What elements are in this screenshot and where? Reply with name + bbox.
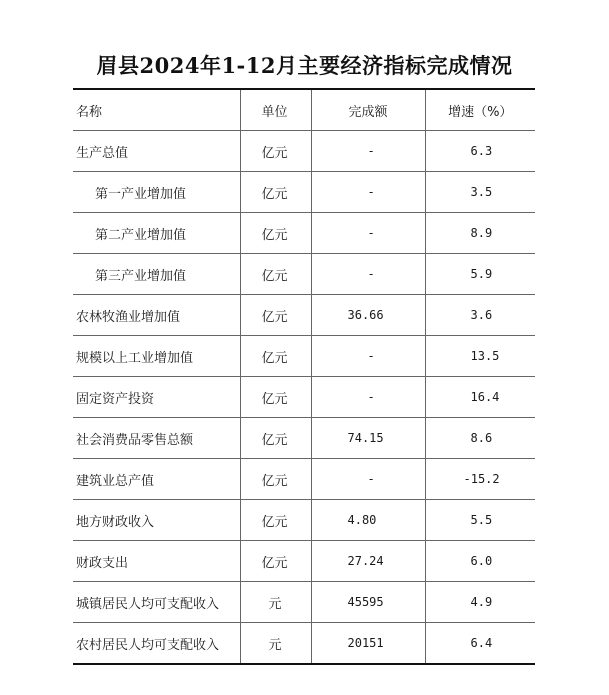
row-growth: 3.6 (425, 295, 535, 336)
row-name: 农村居民人均可支配收入 (73, 623, 240, 665)
table-row (73, 172, 535, 213)
row-amount: - (311, 459, 425, 500)
table-row (73, 582, 535, 623)
row-amount: 74.15 (311, 418, 425, 459)
row-growth: -15.2 (425, 459, 535, 500)
row-unit: 亿元 (240, 172, 311, 213)
table-row (73, 500, 535, 541)
row-name: 生产总值 (73, 131, 240, 172)
row-unit: 亿元 (240, 500, 311, 541)
header-name: 名称 (73, 89, 240, 131)
row-name: 规模以上工业增加值 (73, 336, 240, 377)
row-unit: 亿元 (240, 295, 311, 336)
row-amount: 4.80 (311, 500, 425, 541)
row-growth: 6.0 (425, 541, 535, 582)
table-row (73, 418, 535, 459)
row-unit: 亿元 (240, 336, 311, 377)
row-unit: 亿元 (240, 418, 311, 459)
row-name: 第三产业增加值 (73, 254, 240, 295)
row-growth: 6.3 (425, 131, 535, 172)
row-unit: 亿元 (240, 131, 311, 172)
row-name: 地方财政收入 (73, 500, 240, 541)
table-row (73, 623, 535, 665)
table-row (73, 213, 535, 254)
row-amount: 36.66 (311, 295, 425, 336)
table-row (73, 541, 535, 582)
indicator-table (73, 88, 535, 665)
row-growth: 4.9 (425, 582, 535, 623)
row-growth: 13.5 (425, 336, 535, 377)
row-unit: 亿元 (240, 213, 311, 254)
row-unit: 亿元 (240, 541, 311, 582)
row-growth: 8.9 (425, 213, 535, 254)
page-title: 眉县2024年1-12月主要经济指标完成情况 (96, 53, 513, 78)
row-name: 建筑业总产值 (73, 459, 240, 500)
row-name: 第一产业增加值 (73, 172, 240, 213)
table-row (73, 254, 535, 295)
row-growth: 8.6 (425, 418, 535, 459)
row-amount: 27.24 (311, 541, 425, 582)
row-amount: - (311, 131, 425, 172)
row-growth: 5.5 (425, 500, 535, 541)
row-name: 固定资产投资 (73, 377, 240, 418)
row-amount: 20151 (311, 623, 425, 665)
row-amount: - (311, 377, 425, 418)
table-row (73, 377, 535, 418)
row-unit: 亿元 (240, 459, 311, 500)
row-name: 第二产业增加值 (73, 213, 240, 254)
row-growth: 16.4 (425, 377, 535, 418)
header-amount: 完成额 (311, 89, 425, 131)
header-unit: 单位 (240, 89, 311, 131)
row-growth: 5.9 (425, 254, 535, 295)
row-unit: 亿元 (240, 377, 311, 418)
table-row (73, 131, 535, 172)
row-name: 财政支出 (73, 541, 240, 582)
row-amount: - (311, 213, 425, 254)
row-amount: - (311, 172, 425, 213)
row-growth: 6.4 (425, 623, 535, 665)
row-growth: 3.5 (425, 172, 535, 213)
table-row (73, 459, 535, 500)
table-row (73, 336, 535, 377)
row-amount: 45595 (311, 582, 425, 623)
row-name: 社会消费品零售总额 (73, 418, 240, 459)
row-name: 农林牧渔业增加值 (73, 295, 240, 336)
row-unit: 元 (240, 623, 311, 665)
row-unit: 元 (240, 582, 311, 623)
row-name: 城镇居民人均可支配收入 (73, 582, 240, 623)
row-unit: 亿元 (240, 254, 311, 295)
row-amount: - (311, 254, 425, 295)
table-row (73, 295, 535, 336)
header-growth: 增速（%） (425, 89, 535, 131)
row-amount: - (311, 336, 425, 377)
table-header-row (73, 89, 535, 131)
